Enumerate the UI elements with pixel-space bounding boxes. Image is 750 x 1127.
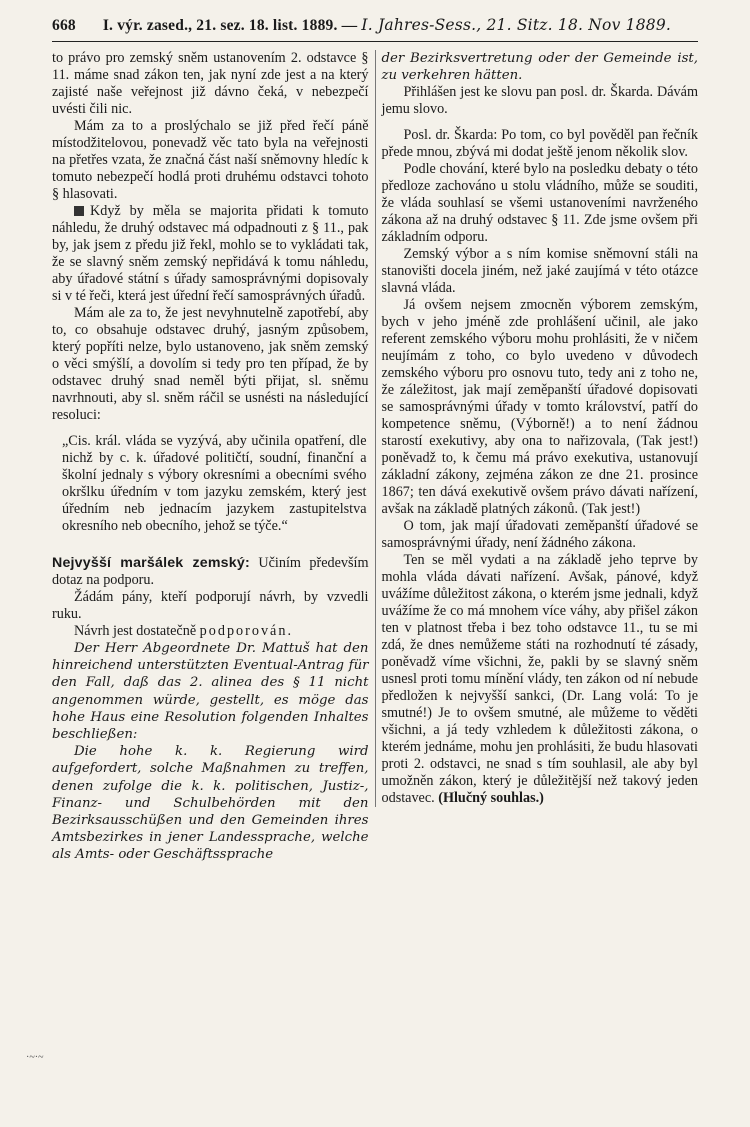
- paragraph: Podle chování, které bylo na posledku debaty o této předloze zachováno u stolu vládního, může se souditi, že vláda souhlasí se všemi ustanoveními navrženého zákona až na druhý odstavec § 11. Zde jsme ovšem při základním odporu.: [381, 161, 698, 246]
- header-title: [76, 16, 698, 35]
- paragraph-text: Když by měla se majorita přidati k tomuto náhledu, že druhý odstavec má odpadnouti z § 11., pak by, jak jsem z předu již řekl, mohlo se to vykládati tak, že se slavný sněm zemský nepřidává k tomu náhledu, aby úřadové státní s úřady samosprávnými dopisovaly si v té řeči, která jest úřední řečí samosprávných úřadů.: [52, 203, 369, 304]
- paragraph: Já ovšem nejsem zmocněn výborem zemským, bych v jeho jméně zde prohlášení učinil, ale jako referent zemského výboru mohu prohlásiti, že v ničem neujímám z toho, co bylo uvedeno v důvodech zemského výboru pro osnovu tuto, tedy ani z toho ne, že záležitost, jak mají zeměpanští úřadové dopisovati se samosprávnými úřady v tomto království, patří do kompetence sněmu, (Výborně!) a to není žádnou starostí exekutivy, aby ona to nařizovala, (Tak jest!) poněvadž to, k čemu má právo exekutiva, ustanovují základní zákony, zejména zákon ze dne 21. prosince 1867; ten dává exekutivě ovšem právo dávati nařízení, avšak na základě platných zákonů. (Tak jest!): [381, 297, 698, 518]
- applause-note: (Hlučný souhlas.): [438, 790, 544, 807]
- header-title-czech: I. výr. zased., 21. sez. 18. list. 1889.: [102, 17, 338, 34]
- page-number: 668: [52, 17, 76, 34]
- german-paragraph: Der Herr Abgeordnete Dr. Mattuš hat den hinreichend unterstützten Eventual-Antrag für den Fall, daß das 2. alinea des § 11 nicht angenommen würde, gestellt, es möge das hohe Haus eine Resolution folgenden Inhaltes beschließen:: [52, 641, 369, 743]
- speaker-name: Posl. dr. Škarda:: [403, 127, 498, 144]
- speech-opening: [382, 127, 699, 161]
- paragraph-text: Ten se měl vydati a na základě jeho teprve by mohla vláda dávati nařízení. Avšak, pánové, když uvážíme důležitost zákona, o kterém jsme jednali, když uvážíme že co má mnohem více váhy, aby přišel zákon ten v platnost třeba i bez toho odstavce 11., tu se mi zdá, že dnes nemůžeme státi na rozhodnutí té zásady, poněvadž víme všichni, že, pakli by se slavný sněm usnesl proti tomu mínění vlády, ten zákon od ní nebude předložen k nejvyšší sankci, (Dr. Lang volá: To je smutné!) Je to ovšem smutné, ale můžeme to věděti všichni, a já tedy vzhledem k důležitosti zákona, o kterém jednáme, mohu jen prohlásiti, že budu hlasovati proti 2. odstavci, ne snad s tím souhlasil, ale aby byl umožněn zákon, který je důležitější než takový jeden odstavec.: [381, 552, 698, 807]
- paragraph: Mám za to a proslýchalo se již před řečí páně místodžitelovou, ponevadž věc tato byla na veřejnosti na přetřes vzata, že značná část naší sněmovny hledíc k tomuto nebezpečí hodlá proti druhému odstavci tohoto § hlasovati.: [52, 118, 369, 202]
- header-separator: —: [341, 17, 358, 34]
- margin-mark-icon: [74, 206, 84, 216]
- paragraph: [382, 552, 699, 807]
- text-columns: [52, 50, 698, 864]
- resolution-text: „Cis. král. vláda se vyzývá, aby učinila opatření, dle nichž by c. k. úřadové političtí, soudní, finanční a školní jednaly s výbory okresními a obecními svého okršlku úředním v tom jazyku zemském, který jest úředním neb jednacím jazykem zastupitelstva okresního neb obecního, jehož se týče.“: [62, 433, 367, 534]
- speech-text: Učiním především dotaz na podporu.: [52, 555, 369, 588]
- header-title-german: I. Jahres-Sess., 21. Sitz. 18. Nov 1889.: [361, 16, 672, 34]
- paragraph: Zemský výbor a s ním komise sněmovní stáli na stanovišti docela jiném, než jaké zaujímá v této otázce slavná vláda.: [381, 246, 698, 297]
- german-paragraph: Die hohe k. k. Regierung wird aufgefordert, solche Maßnahmen zu treffen, denen zufolge die k. k. politischen, Justiz-, Finanz- und Schulbehörden mit den Bezirksausschüßen und den Gemeinden ihres Amtsbezirkes in jener Landessprache, welche als Amts- oder Geschäftssprache: [52, 744, 369, 863]
- paragraph: Přihlášen jest ke slovu pan posl. dr. Škarda. Dávám jemu slovo.: [381, 84, 698, 118]
- speech-opening: [52, 555, 369, 589]
- running-header: [52, 16, 698, 38]
- paragraph-text: Návrh jest dostatečně: [74, 623, 197, 639]
- right-column: [375, 50, 699, 807]
- speech-text: Po tom, co byl pověděl pan řečník přede mnou, zbývá mi dodat ještě jenom několik slov.: [381, 127, 699, 161]
- paragraph: O tom, jak mají úřadovati zeměpanští úřadové se samosprávnými úřady, není žádného zákona.: [381, 518, 698, 552]
- german-paragraph: der Bezirksvertretung oder der Gemeinde ist, zu verkehren hätten.: [381, 51, 698, 84]
- speaker-name: Nejvyšší maršálek zemský:: [52, 555, 250, 571]
- page-smudge: ·~·~: [26, 1052, 44, 1063]
- left-column: [52, 50, 375, 864]
- paragraph: Mám ale za to, že jest nevyhnutelně zapotřebí, aby to, co obsahuje odstavec druhý, jasným způsobem, který popříti nelze, bylo ustanoveno, jak sněm zemský o věci smýšlí, a dovolím si tedy pro ten případ, že by odstavec druhý snad neměl býti přijat, sl. sněmu navrhnouti, aby sl. sněm ráčil se usnésti na následující resoluci:: [52, 305, 369, 423]
- paragraph: Žádám pány, kteří podporují návrh, by vzvedli ruku.: [52, 589, 369, 622]
- paragraph: to právo pro zemský sněm ustanovením 2. odstavce § 11. máme snad zákon ten, jak nyní zde jest a na který zajisté naše veřejnost již dávno čeká, v nebezpečí uvésti čili nic.: [52, 50, 369, 117]
- paragraph: [52, 203, 369, 305]
- emphasized-text: podporován.: [199, 623, 293, 639]
- paragraph: [52, 623, 369, 640]
- header-rule: [52, 41, 698, 42]
